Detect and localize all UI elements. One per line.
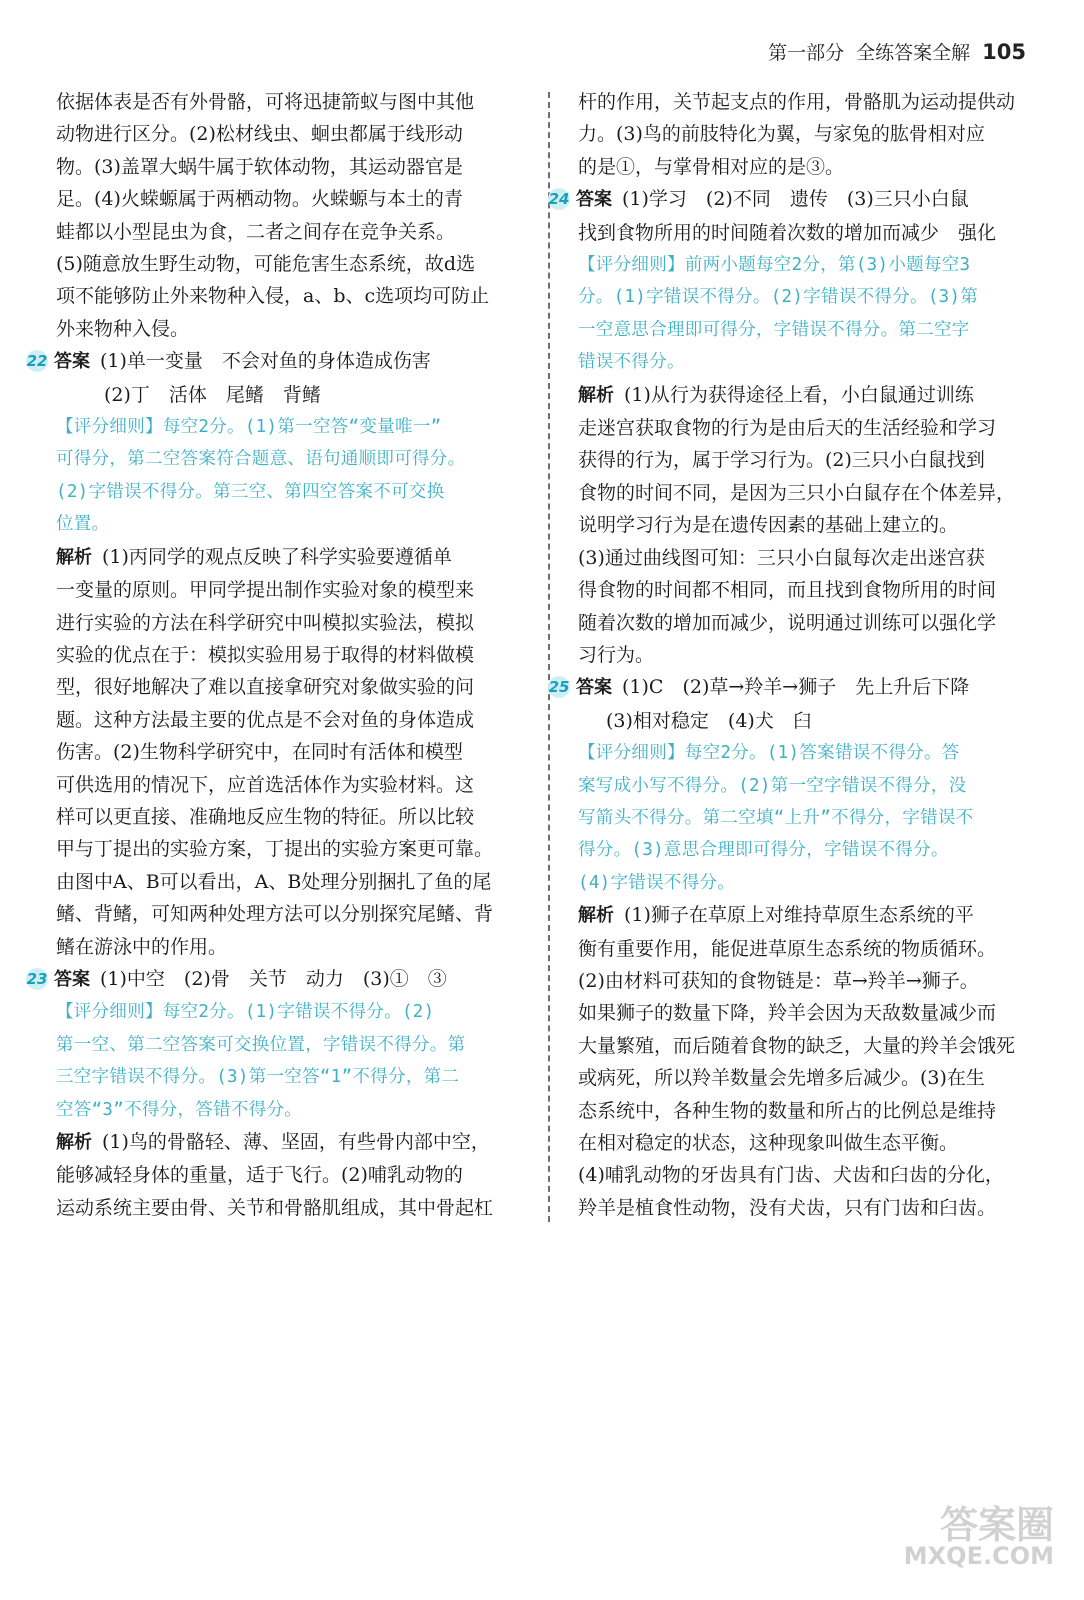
question-number-badge: 24 [548,190,570,209]
analysis-line: 题。这种方法最主要的优点是不会对鱼的身体造成 [56,708,475,731]
analysis-line [56,1126,528,1159]
analysis-line: 衡有重要作用，能促进草原生态系统的物质循环。 [578,937,997,960]
analysis-line: 得食物的时间都不相同，而且找到食物所用的时间 [578,579,997,602]
analysis-line: 习行为。 [578,643,655,666]
score-label: 【评分细则】 [56,1002,163,1023]
analysis-line: 在相对稳定的状态，这种现象叫做生态平衡。 [578,1132,959,1154]
score-label: 【评分细则】 [56,417,163,438]
analysis-line [578,379,1038,412]
answer-text: (1)中空 (2)骨 关节 动力 (3)① ③ [100,967,447,990]
analysis-label: 解析 [578,905,614,927]
score-text: 前两小题每空2分，第(3)小题每空3 [684,255,971,276]
text-line: 外来物种入侵。 [56,317,190,340]
question-24 [548,183,1038,671]
analysis-label: 解析 [578,384,614,406]
analysis-line: 样可以更直接、准确地反应生物的特征。所以比较 [56,805,475,828]
score-line: 案写成小写不得分。(2)第一空字错误不得分，没 [578,775,967,796]
analysis-line: 获得的行为，属于学习行为。(2)三只小白鼠找到 [578,449,985,472]
analysis-text: (1)丙同学的观点反映了科学实验要遵循单 [102,545,452,568]
text-line: 物。(3)盖罩大蜗牛属于软体动物，其运动器官是 [56,155,463,178]
score-line: 位置。 [56,514,110,535]
text-line: 依据体表是否有外骨骼，可将迅捷箭蚁与图中其他 [56,91,475,113]
page-number: 105 [982,40,1026,64]
analysis-line: 运动系统主要由骨、关节和骨骼肌组成，其中骨起杠 [56,1196,494,1219]
analysis-line: 鳍在游泳中的作用。 [56,935,228,958]
answer-line [26,963,528,996]
analysis-line: 羚羊是植食性动物，没有犬齿，只有门齿和臼齿。 [578,1196,997,1219]
analysis-line: 说明学习行为是在遗传因素的基础上建立的。 [578,514,959,537]
score-line: 错误不得分。 [578,352,685,373]
question-number-badge: 23 [26,969,48,988]
text-line: 项不能够防止外来物种入侵，a、b、c选项均可防止 [56,285,490,308]
analysis-line: 走迷宫获取食物的行为是由后天的生活经验和学习 [578,417,997,440]
header-title: 全练答案全解 [856,42,971,64]
answer-text: (1)学习 (2)不同 遗传 (3)三只小白鼠 [622,188,969,211]
analysis-label: 解析 [56,1132,92,1153]
question-number-badge: 25 [548,678,570,697]
analysis-text: (1)狮子在草原上对维持草原生态系统的平 [624,904,974,927]
analysis-line: 或病死，所以羚羊数量会先增多后减少。(3)在生 [578,1067,985,1090]
analysis-line: 伤害。(2)生物科学研究中，在同时有活体和模型 [56,741,463,764]
analysis-text: (1)从行为获得途径上看，小白鼠通过训练 [624,383,974,406]
answer-label: 答案 [576,677,612,699]
answer-label: 答案 [54,351,90,373]
answer-line: 找到食物所用的时间随着次数的增加而减少 强化 [578,221,997,244]
analysis-text: (1)鸟的骨骼轻、薄、坚固，有些骨内部中空， [102,1131,490,1153]
answer-line [548,183,1038,216]
score-line: 得分。(3)意思合理即可得分，字错误不得分。 [578,840,949,861]
score-text: 每空2分。(1)第一空答“变量唯一” [162,417,442,438]
right-column [548,86,1038,1224]
analysis-line: 一变量的原则。甲同学提出制作实验对象的模型来 [56,579,475,602]
analysis-line: 能够减轻身体的重量，适于飞行。(2)哺乳动物的 [56,1164,463,1187]
score-line: (4)字错误不得分。 [578,872,736,893]
score-text: 每空2分。(1)答案错误不得分。答 [684,743,960,764]
text-line: 动物进行区分。(2)松材线虫、蛔虫都属于线形动 [56,123,463,146]
header-section: 第一部分 [768,42,845,64]
answer-line: (2)丁 活体 尾鳍 背鳍 [104,383,321,406]
analysis-line: 型，很好地解决了难以直接拿研究对象做实验的问 [56,676,475,699]
answer-label: 答案 [576,189,612,211]
question-22 [26,345,528,963]
analysis-line: 食物的时间不同，是因为三只小白鼠存在个体差异， [578,481,1016,504]
score-line [578,249,1038,281]
analysis-line [56,541,528,574]
score-line: 三空字错误不得分。(3)第一空答“1”不得分，第二 [56,1067,460,1088]
text-line: (5)随意放生野生动物，可能危害生态系统，故d选 [56,253,476,276]
text-line: 的是①，与掌骨相对应的是③。 [578,155,845,178]
score-line [56,996,528,1028]
score-label: 【评分细则】 [578,255,685,276]
right-intro [578,86,1038,183]
analysis-line: (4)哺乳动物的牙齿具有门齿、犬齿和臼齿的分化， [578,1164,1004,1187]
score-line: 空答“3”不得分，答错不得分。 [56,1099,303,1120]
text-line: 足。(4)火蝾螈属于两栖动物。火蝾螈与本土的青 [56,188,463,211]
score-line: (2)字错误不得分。第三空、第四空答案不可交换 [56,481,445,502]
page-header [768,38,1026,65]
analysis-line: 随着次数的增加而减少，说明通过训练可以强化学 [578,611,997,634]
analysis-line: 大量繁殖，而后随着食物的缺乏，大量的羚羊会饿死 [578,1034,1016,1057]
answer-line [26,345,528,378]
answer-line [548,671,1038,704]
score-line: 第一空、第二空答案可交换位置，字错误不得分。第 [56,1034,466,1055]
analysis-line: 鳍、背鳍，可知两种处理方法可以分别探究尾鳍、背 [56,903,494,926]
left-column [26,86,528,1224]
column-divider [548,92,550,1222]
score-line: 写箭头不得分。第二空填“上升”不得分，字错误不 [578,807,974,828]
watermark-top-text: 答案圈 [939,1503,1054,1547]
score-line: 分。(1)字错误不得分。(2)字错误不得分。(3)第 [578,287,979,308]
score-line [578,737,1038,769]
score-line: 可得分，第二空答案符合题意、语句通顺即可得分。 [56,449,466,470]
left-intro [56,86,528,345]
analysis-line: 甲与丁提出的实验方案，丁提出的实验方案更可靠。 [56,838,494,861]
analysis-line: 可供选用的情况下，应首选活体作为实验材料。这 [56,773,475,796]
analysis-label: 解析 [56,546,92,568]
analysis-line: 由图中A、B可以看出，A、B处理分别捆扎了鱼的尾 [56,870,492,893]
text-line: 蛙都以小型昆虫为食，二者之间存在竞争关系。 [56,220,456,243]
watermark-logo [834,1494,1054,1570]
analysis-line: 进行实验的方法在科学研究中叫模拟实验法，模拟 [56,611,475,634]
answer-line: (3)相对稳定 (4)犬 臼 [606,709,812,732]
score-text: 每空2分。(1)字错误不得分。(2) [162,1002,435,1023]
score-label: 【评分细则】 [578,743,685,764]
analysis-line: 如果狮子的数量下降，羚羊会因为天敌数量减少而 [578,1002,997,1025]
answer-label: 答案 [54,968,90,990]
question-25 [548,671,1038,1224]
text-line: 力。(3)鸟的前肢特化为翼，与家兔的肱骨相对应 [578,123,985,146]
watermark-url-text: MXQE.COM [903,1542,1054,1570]
question-number-badge: 22 [26,352,48,371]
analysis-line: 态系统中，各种生物的数量和所占的比例总是维持 [578,1099,997,1122]
analysis-line: 实验的优点在于：模拟实验用易于取得的材料做模 [56,643,475,666]
answer-text: (1)C (2)草→羚羊→狮子 先上升后下降 [622,676,970,699]
score-line [56,411,528,443]
question-23 [26,963,528,1224]
analysis-line [578,899,1038,932]
answer-text: (1)单一变量 不会对鱼的身体造成伤害 [100,350,431,373]
score-line: 一空意思合理即可得分，字错误不得分。第二空字 [578,319,970,340]
analysis-line: (2)由材料可获知的食物链是：草→羚羊→狮子。 [578,969,979,992]
analysis-line: (3)通过曲线图可知：三只小白鼠每次走出迷宫获 [578,546,985,569]
text-line: 杆的作用，关节起支点的作用，骨骼肌为运动提供动 [578,91,1016,113]
